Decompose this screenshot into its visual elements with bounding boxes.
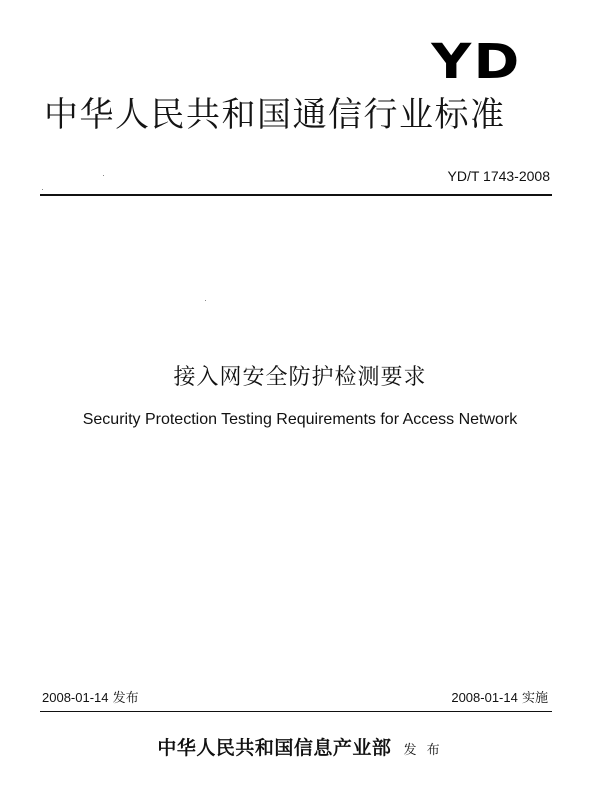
header-divider [40,194,552,196]
release-date-line [42,691,139,705]
scan-speck [205,300,206,301]
scan-speck [42,189,43,190]
release-label: 发布 [112,691,139,706]
document-title-cn: 接入网安全防护检测要求 [173,365,427,390]
standard-category-title: 中华人民共和国通信行业标准 [44,95,506,135]
implement-date: 2008-01-14 [451,690,518,705]
issuer-action: 发 布 [403,743,443,758]
yd-logo: YD [431,34,522,90]
scan-speck [103,175,104,176]
standard-number: YD/T 1743-2008 [447,168,550,184]
implement-label: 实施 [521,691,548,706]
release-date: 2008-01-14 [42,690,109,705]
implement-date-line [451,691,548,705]
footer-divider [40,711,552,712]
document-title-en: Security Protection Testing Requirements for Access Network [82,411,518,428]
issuer-name: 中华人民共和国信息产业部 [157,737,392,759]
issuer-line [0,739,600,758]
